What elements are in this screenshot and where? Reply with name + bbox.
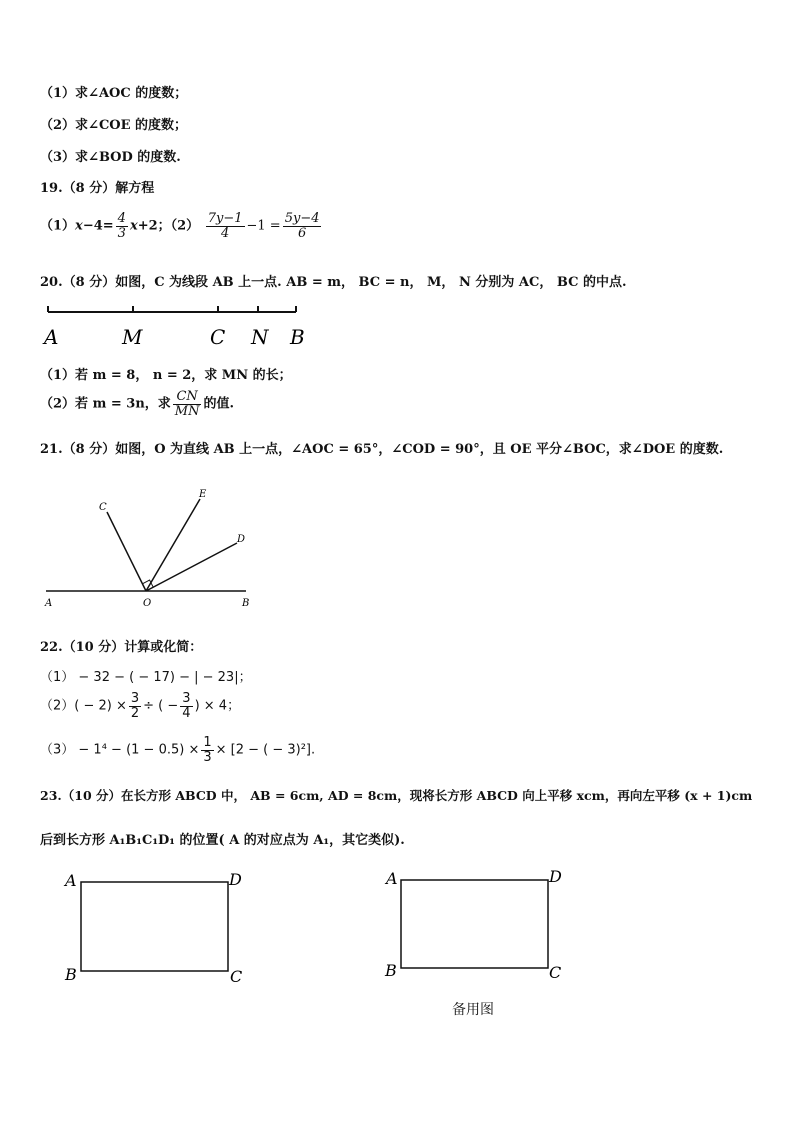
q23-line2: 后到长方形 A₁B₁C₁D₁ 的位置( A 的对应点为 A₁，其它类似). [40, 833, 405, 848]
numerator: 5y−4 [284, 211, 320, 226]
label-d: D [237, 534, 246, 545]
q20-p2-suffix: 的值. [203, 396, 234, 412]
numerator: 3 [182, 691, 191, 706]
ray-oc [107, 512, 146, 591]
q18-part3: （3）求∠BOD 的度数. [40, 150, 181, 165]
rectangle-abcd-spare [401, 880, 548, 968]
q23-rectangle-figure [60, 868, 260, 988]
label-a: A [45, 598, 53, 609]
label-a: A [65, 871, 77, 890]
numerator: 4 [117, 211, 126, 226]
q18-part2: （2）求∠COE 的度数； [40, 118, 188, 133]
q19-equations [40, 212, 323, 240]
label-a: A [386, 869, 398, 888]
q20-heading: 20.（8 分）如图，C 为线段 AB 上一点. AB = m， BC = n， M， N 分别为 AC， BC 的中点. [40, 275, 627, 290]
label-b: B [385, 961, 397, 980]
q19-p2-fraction-left [206, 212, 245, 240]
label-e: E [199, 489, 207, 500]
q19-p2-mid: −1 = [246, 218, 281, 234]
numerator: CN [173, 390, 202, 405]
label-b: B [65, 965, 77, 984]
q19-p1-tail: +2；（2） [137, 218, 200, 234]
q21-heading: 21.（8 分）如图，O 为直线 AB 上一点，∠AOC = 65°，∠COD = 90°，且 OE 平分∠BOC，求∠DOE 的度数. [40, 442, 724, 457]
q20-p2-prefix: （2）若 m = 3n，求 [40, 396, 171, 412]
label-o: O [143, 598, 152, 609]
q22-heading: 22.（10 分）计算或化简： [40, 640, 203, 655]
denominator: 4 [220, 225, 230, 241]
label-m: M [122, 325, 143, 349]
denominator: 4 [182, 705, 191, 721]
spare-figure-caption: 备用图 [452, 1002, 494, 1018]
numerator: 3 [130, 691, 140, 706]
label-d: D [549, 867, 562, 886]
q22-p2-prefix: （2）( − 2) × [40, 698, 127, 714]
q20-part1: （1）若 m = 8， n = 2，求 MN 的长； [40, 368, 292, 383]
label-c: C [99, 502, 107, 513]
q22-p3-suffix: × [2 − ( − 3)²]. [215, 742, 316, 758]
q22-p3-prefix: （3） − 1⁴ − (1 − 0.5) × [40, 742, 200, 758]
q20-part2 [40, 390, 234, 418]
label-c: C [210, 325, 226, 349]
numerator: 1 [203, 735, 212, 750]
q19-p1-var: x [75, 218, 83, 234]
q22-part1: （1） − 32 − ( − 17) − | − 23|； [40, 670, 252, 685]
q22-p2-fraction1 [129, 692, 141, 720]
q20-segment-figure [40, 300, 320, 350]
q22-p3-fraction [201, 736, 213, 764]
label-d: D [229, 870, 242, 889]
q22-p2-suffix: ) × 4； [194, 698, 241, 714]
q19-p2-fraction-right [283, 212, 322, 240]
rectangle-abcd [81, 882, 228, 971]
q19-heading: 19.（8 分）解方程 [40, 181, 155, 196]
q22-part2 [40, 692, 240, 720]
label-a: A [44, 325, 59, 349]
denominator: 3 [203, 749, 212, 765]
q18-part1: （1）求∠AOC 的度数； [40, 86, 188, 101]
q19-p1-fraction [116, 212, 128, 240]
q21-angle-figure [40, 480, 270, 615]
denominator: 2 [130, 705, 140, 721]
label-b: B [290, 325, 305, 349]
q22-p2-fraction2 [180, 692, 192, 720]
q19-p1-var2: x [129, 218, 138, 234]
q22-p2-mid: ÷ ( − [143, 698, 179, 714]
q19-p1-prefix: （1） [40, 218, 76, 234]
label-c: C [230, 967, 243, 986]
q22-part3 [40, 736, 315, 764]
denominator: MN [174, 403, 200, 419]
q23-line1: 23.（10 分）在长方形 ABCD 中， AB = 6cm, AD = 8cm，现将长方形 ABCD 向上平移 xcm，再向左平移 (x + 1)cm [40, 788, 753, 803]
q20-p2-fraction [173, 390, 202, 418]
label-b: B [242, 598, 250, 609]
label-n: N [251, 325, 269, 349]
q19-p1-b: −4= [82, 218, 114, 234]
label-c: C [549, 963, 562, 982]
denominator: 6 [297, 225, 307, 241]
numerator: 7y−1 [207, 211, 243, 226]
denominator: 3 [117, 225, 126, 241]
q23-spare-rectangle-figure [380, 864, 580, 984]
